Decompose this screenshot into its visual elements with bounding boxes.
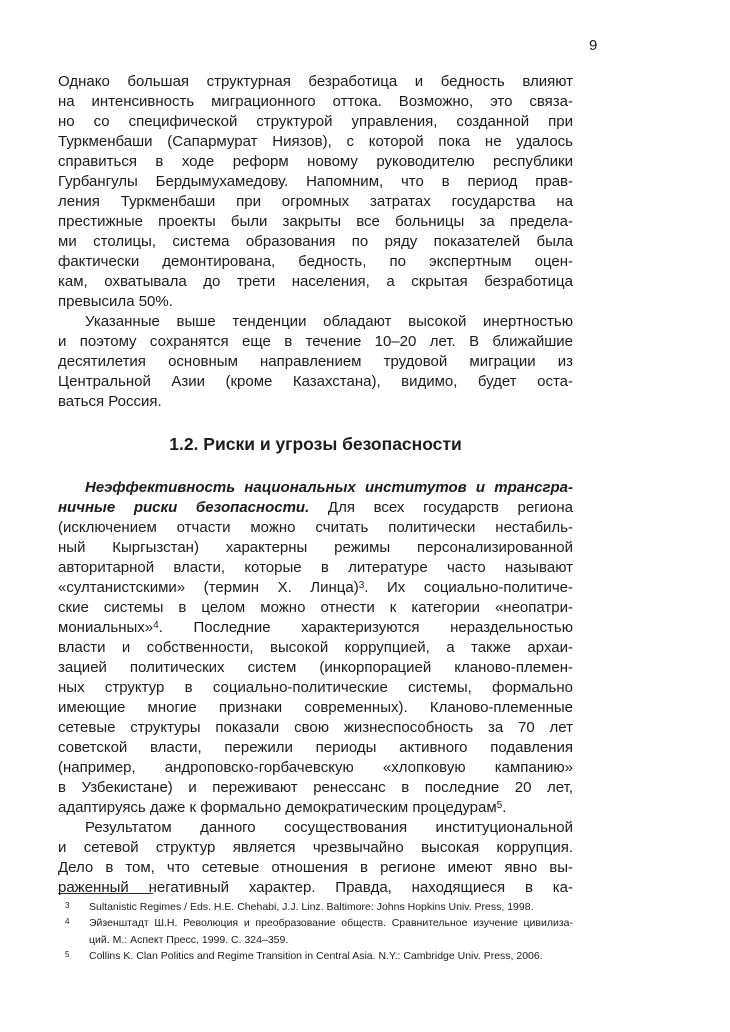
text-line xyxy=(58,272,573,292)
text-run: мониальных» xyxy=(58,619,154,636)
text-run: ления Туркменбаши при огромных затратах государства на xyxy=(58,193,573,210)
text-run: Гурбангулы Бердымухамедову. Напомним, что в период прав- xyxy=(58,173,573,190)
text-line xyxy=(58,738,573,758)
text-run: десятилетия основным направлением трудовой миграции из xyxy=(58,353,573,370)
footnote-reference: 4 xyxy=(153,620,159,631)
text-run: в Узбекистане) и переживают ренессанс в последние 20 лет, xyxy=(58,779,573,796)
footnote-reference: 3 xyxy=(358,580,365,591)
text-run: (например, андроповско-горбачевскую «хлопковую кампанию» xyxy=(58,759,573,776)
footnote xyxy=(58,915,573,948)
text-run: власти и собственности, высокой коррупцией, а также архаи- xyxy=(58,639,573,656)
text-line xyxy=(58,758,573,778)
paragraph xyxy=(58,818,573,898)
text-run: Туркменбаши (Сапармурат Ниязов), с которой пока не удалось xyxy=(58,133,573,150)
paragraph xyxy=(58,478,573,818)
footnote xyxy=(58,948,573,964)
text-run: Для всех государств региона xyxy=(309,499,574,516)
text-run: ваться Россия. xyxy=(58,393,162,410)
text-line xyxy=(58,372,573,392)
text-line xyxy=(89,899,573,915)
text-line xyxy=(58,172,573,192)
text-run: Эйзенштадт Ш.Н. Революция и преобразование обществ. Сравнительное изучение цивилиза- xyxy=(89,917,573,930)
footnote-list xyxy=(58,899,573,965)
text-line xyxy=(58,312,573,332)
text-line xyxy=(58,132,573,152)
text-run: и поэтому сохранятся еще в течение 10–20 лет. В ближайшие xyxy=(58,333,573,350)
text-line xyxy=(58,112,573,132)
text-line xyxy=(58,392,573,412)
footnote-marker: 5 xyxy=(65,950,70,960)
text-run: . Последние характеризуются нераздельностью xyxy=(158,619,573,636)
text-run: фактически демонтирована, бедность, по экспертным оцен- xyxy=(58,253,573,270)
footnote-divider xyxy=(58,893,153,894)
text-run: Центральной Азии (кроме Казахстана), видимо, будет оста- xyxy=(58,373,573,390)
footnote-reference: 5 xyxy=(496,800,503,811)
text-line xyxy=(58,698,573,718)
text-run: имеющие многие признаки современных). Кланово-племенные xyxy=(58,699,573,716)
text-line xyxy=(58,478,573,498)
text-line xyxy=(58,232,573,252)
text-run: Указанные выше тенденции обладают высокой инертностью xyxy=(85,313,573,330)
text-run: советской власти, пережили периоды активного подавления xyxy=(58,739,573,756)
text-run: ных структур в социально-политические системы, формально xyxy=(58,679,573,696)
text-line xyxy=(58,498,573,518)
text-run: ми столицы, система образования по ряду показателей была xyxy=(58,233,573,250)
text-run: Неэффективность национальных институтов и трансгра- xyxy=(85,479,573,496)
text-run: . Их социально-политиче- xyxy=(364,579,573,596)
text-line xyxy=(58,332,573,352)
text-line xyxy=(58,152,573,172)
text-run: Результатом данного сосуществования институциональной xyxy=(85,819,573,836)
text-line xyxy=(58,818,573,838)
paragraph xyxy=(58,312,573,412)
footnotes xyxy=(58,893,573,965)
text-line xyxy=(89,915,573,931)
text-run: и сетевой структур является чрезвычайно высокая коррупция. xyxy=(58,839,573,856)
text-line xyxy=(58,212,573,232)
text-line xyxy=(58,352,573,372)
text-run: на интенсивность миграционного оттока. Возможно, это связа- xyxy=(58,93,573,110)
text-line xyxy=(58,618,573,638)
text-run: Однако большая структурная безработица и бедность влияют xyxy=(58,73,573,90)
text-line xyxy=(58,578,573,598)
paragraph xyxy=(58,72,573,312)
text-line xyxy=(58,538,573,558)
footnote-marker: 3 xyxy=(65,901,70,910)
text-run: ций. М.: Аспект Пресс, 1999. С. 324–359. xyxy=(89,933,289,946)
text-run: «султанистскими» (термин Х. Линца) xyxy=(58,579,359,596)
page-number: 9 xyxy=(589,37,598,54)
text-run: раженный негативный характер. Правда, находящиеся в ка- xyxy=(58,879,573,896)
text-run: престижные проекты были закрыты все больницы за предела- xyxy=(58,213,573,230)
text-line xyxy=(58,638,573,658)
text-run: сетевые структуры показали свою жизнеспособность за 70 лет xyxy=(58,719,573,736)
intro-paragraphs xyxy=(58,72,573,412)
text-line xyxy=(58,192,573,212)
section-paragraphs xyxy=(58,478,573,898)
footnote xyxy=(58,899,573,915)
text-run: (исключением отчасти можно считать политически нестабиль- xyxy=(58,519,573,536)
text-line xyxy=(58,252,573,272)
text-run: адаптируясь даже к формально демократическим процедурам xyxy=(58,799,497,816)
text-line xyxy=(58,858,573,878)
text-run: кам, охватывала до трети населения, а скрытая безработица xyxy=(58,273,573,290)
text-run: Sultanistic Regimes / Eds. H.E. Chehabi, J.J. Linz. Baltimore: Johns Hopkins Univ. Press, 1998. xyxy=(89,901,534,913)
text-line xyxy=(58,92,573,112)
text-line xyxy=(58,678,573,698)
text-run: Дело в том, что сетевые отношения в регионе имеют явно вы- xyxy=(58,859,573,876)
text-run: ный Кыргызстан) характерны режимы персонализированной xyxy=(58,539,573,556)
text-line xyxy=(58,558,573,578)
text-line xyxy=(58,292,573,312)
text-line xyxy=(58,598,573,618)
text-line xyxy=(89,932,573,948)
text-run: Collins K. Clan Politics and Regime Transition in Central Asia. N.Y.: Cambridge Univ. Press, 2006. xyxy=(89,950,543,963)
text-run: превысила 50%. xyxy=(58,293,173,310)
text-run: но со специфической структурой управления, созданной при xyxy=(58,113,573,130)
text-line xyxy=(58,518,573,538)
text-run: авторитарной власти, которые в литературе часто называют xyxy=(58,559,573,576)
text-run: справиться в ходе реформ новому руководителю республики xyxy=(58,153,573,170)
page-body xyxy=(58,72,573,898)
section-heading: 1.2. Риски и угрозы безопасности xyxy=(169,434,462,454)
text-line xyxy=(58,658,573,678)
text-run: ничные риски безопасности. xyxy=(58,499,310,516)
footnote-marker: 4 xyxy=(65,917,70,927)
text-line xyxy=(58,72,573,92)
text-line xyxy=(58,798,573,818)
text-line xyxy=(58,718,573,738)
text-run: зацией политических систем (инкорпорацией кланово-племен- xyxy=(58,659,573,676)
text-run: . xyxy=(502,799,507,816)
text-line xyxy=(58,778,573,798)
text-run: ские системы в целом можно отнести к категории «неопатри- xyxy=(58,599,573,616)
text-line xyxy=(58,838,573,858)
text-line xyxy=(89,948,573,964)
